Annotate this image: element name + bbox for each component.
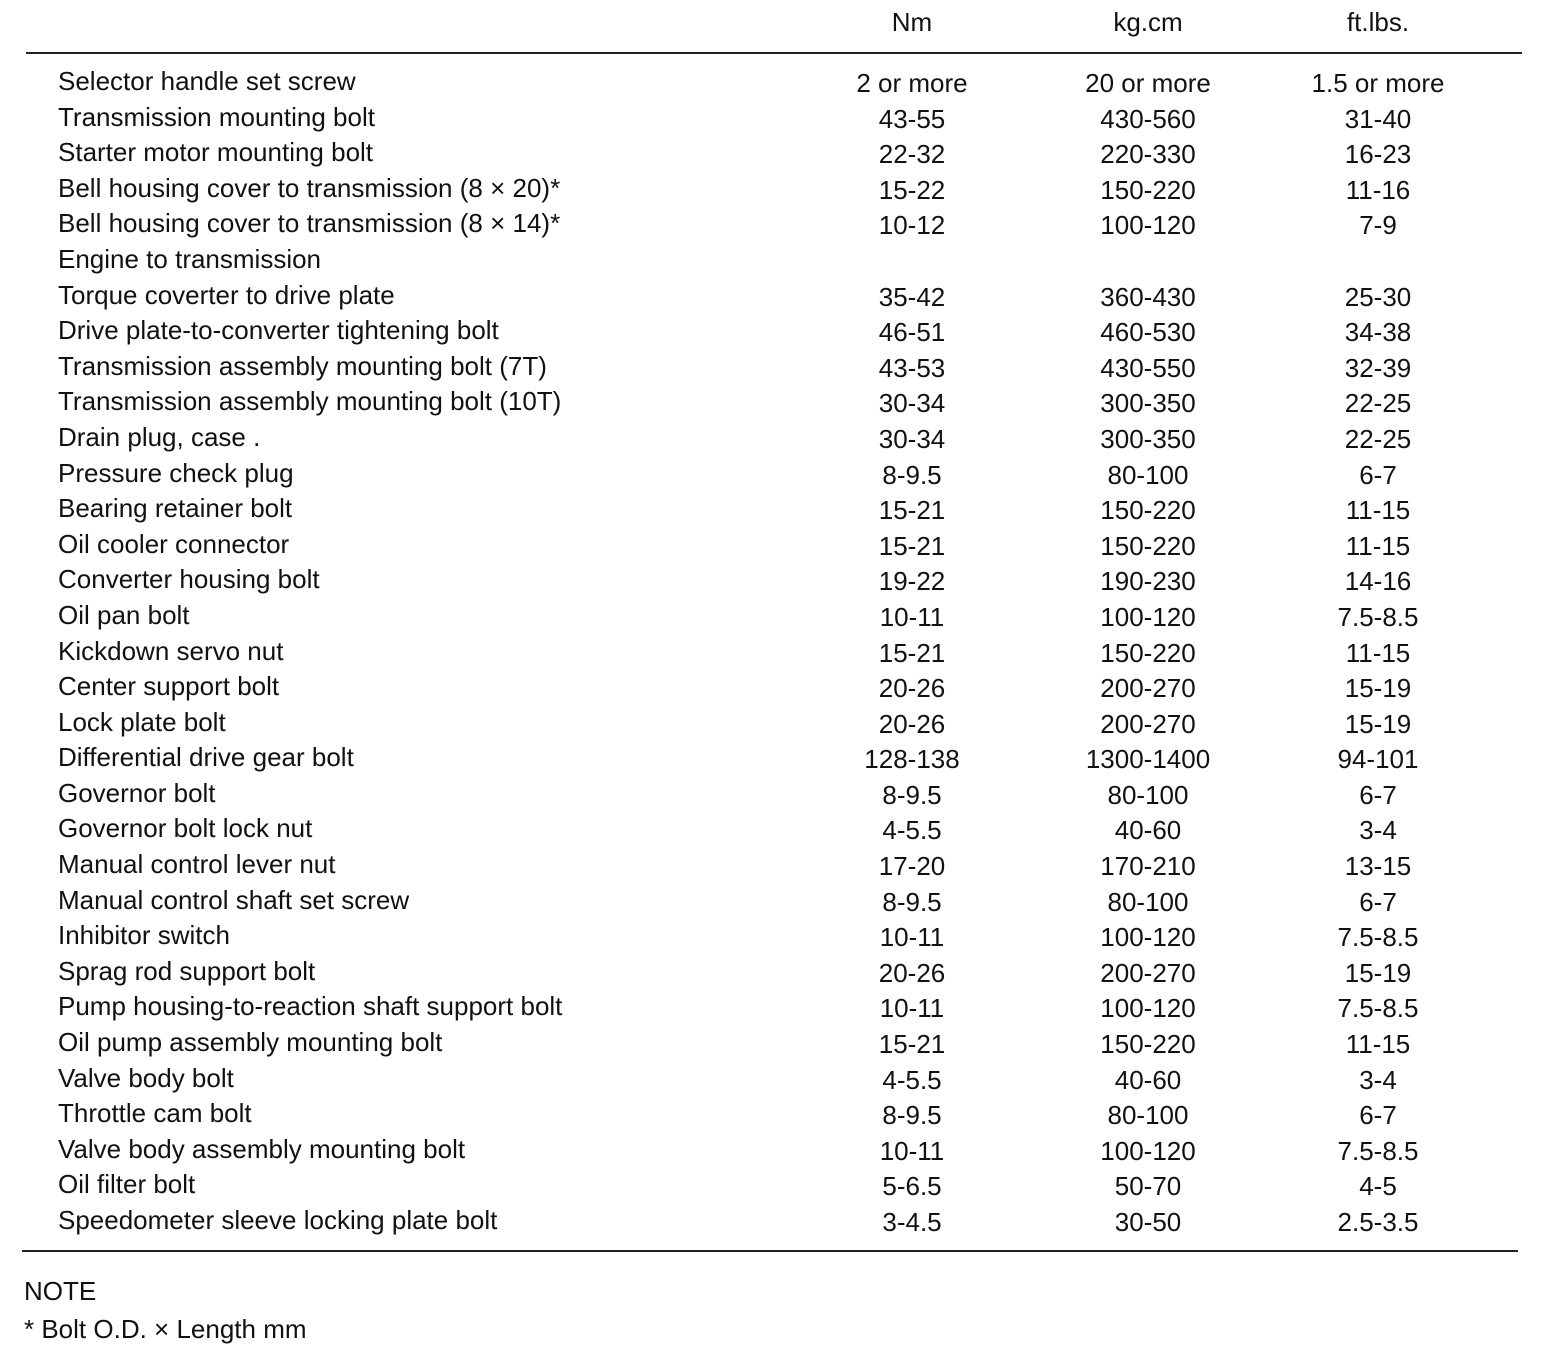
row-value-nm: 10-11	[879, 1135, 945, 1166]
row-value-kgcm: 40-60	[1114, 1064, 1182, 1095]
row-value-nm: 19-22	[878, 566, 946, 597]
table-row	[0, 100, 1568, 136]
row-item-label: Valve body assembly mounting bolt	[58, 1133, 466, 1164]
row-item-label: Governor bolt	[58, 777, 216, 808]
row-value-kgcm: 100-120	[1100, 601, 1196, 632]
row-value-nm: 17-20	[878, 851, 946, 882]
row-value-kgcm: 80-100	[1107, 779, 1189, 810]
row-value-ftlbs: 11-16	[1345, 174, 1411, 205]
footnote	[24, 1272, 307, 1348]
row-item-label: Valve body bolt	[58, 1062, 234, 1093]
row-item-label: Transmission assembly mounting bolt (7T)	[58, 350, 547, 381]
row-item-label: Bell housing cover to transmission (8 × 20)*	[58, 172, 561, 203]
row-value-kgcm: 200-270	[1100, 708, 1196, 739]
row-value-ftlbs: 16-23	[1344, 139, 1412, 170]
row-value-kgcm: 150-220	[1100, 637, 1196, 668]
row-value-kgcm: 190-230	[1100, 566, 1196, 597]
row-value-ftlbs: 11-15	[1345, 1029, 1411, 1060]
row-item-label: Pump housing-to-reaction shaft support bolt	[58, 991, 563, 1022]
row-item-label: Converter housing bolt	[58, 564, 320, 595]
row-item-label: Engine to transmission	[58, 243, 322, 274]
row-value-nm: 8-9.5	[882, 1100, 942, 1131]
row-item-label: Oil pan bolt	[58, 599, 190, 630]
row-value-ftlbs: 25-30	[1344, 281, 1412, 312]
table-row	[0, 954, 1568, 990]
table-row	[0, 491, 1568, 527]
table-row	[0, 1096, 1568, 1132]
row-item-label: Pressure check plug	[58, 457, 294, 488]
row-value-nm: 2 or more	[856, 68, 968, 98]
row-value-ftlbs: 32-39	[1344, 352, 1412, 383]
row-value-ftlbs: 6-7	[1359, 1100, 1397, 1131]
row-value-nm: 8-9.5	[882, 459, 942, 490]
row-value-kgcm: 300-350	[1100, 388, 1196, 419]
row-value-kgcm: 200-270	[1100, 673, 1196, 704]
row-value-ftlbs: 14-16	[1344, 566, 1412, 597]
row-value-ftlbs: 15-19	[1344, 708, 1412, 739]
row-value-kgcm: 430-550	[1100, 352, 1196, 383]
row-item-label: Oil cooler connector	[58, 528, 290, 559]
row-value-nm: 10-11	[879, 922, 945, 953]
row-value-ftlbs: 15-19	[1344, 957, 1412, 988]
row-value-kgcm: 220-330	[1100, 139, 1196, 170]
row-value-kgcm: 30-50	[1114, 1207, 1182, 1237]
row-value-ftlbs: 22-25	[1344, 423, 1412, 454]
row-value-nm: 15-21	[878, 530, 946, 561]
row-value-nm: 10-11	[879, 993, 945, 1024]
row-value-kgcm: 460-530	[1100, 317, 1196, 348]
table-row	[0, 634, 1568, 670]
table-row	[0, 1167, 1568, 1203]
row-value-ftlbs: 4-5	[1359, 1171, 1397, 1202]
row-value-nm: 3-4.5	[882, 1207, 942, 1237]
row-value-kgcm: 50-70	[1114, 1171, 1182, 1202]
row-item-label: Manual control shaft set screw	[58, 884, 410, 915]
row-item-label: Throttle cam bolt	[58, 1098, 252, 1129]
table-row	[0, 135, 1568, 171]
row-value-kgcm: 80-100	[1107, 459, 1189, 490]
torque-table-body	[0, 64, 1568, 1239]
table-row	[0, 776, 1568, 812]
row-value-kgcm: 200-270	[1100, 957, 1196, 988]
table-row	[0, 420, 1568, 456]
row-value-nm: 30-34	[878, 388, 946, 419]
row-item-label: Drain plug, case .	[58, 421, 261, 452]
row-value-nm: 15-22	[878, 174, 946, 205]
row-value-nm: 128-138	[864, 744, 960, 775]
row-value-nm: 20-26	[878, 673, 946, 704]
table-row	[0, 1061, 1568, 1097]
table-row	[0, 242, 1568, 278]
row-value-kgcm: 150-220	[1100, 1029, 1196, 1060]
row-value-ftlbs: 1.5 or more	[1311, 68, 1445, 98]
row-item-label: Bearing retainer bolt	[58, 493, 293, 524]
row-value-nm: 15-21	[878, 1029, 946, 1060]
row-value-nm: 15-21	[878, 637, 946, 668]
row-value-kgcm: 100-120	[1100, 993, 1196, 1024]
row-value-kgcm: 150-220	[1100, 174, 1196, 205]
row-value-ftlbs: 13-15	[1344, 851, 1412, 882]
row-value-nm: 10-12	[878, 210, 946, 241]
table-row	[0, 313, 1568, 349]
table-row	[0, 883, 1568, 919]
row-item-label: Kickdown servo nut	[58, 635, 284, 666]
table-row	[0, 527, 1568, 563]
row-value-kgcm: 150-220	[1100, 495, 1196, 526]
row-value-nm: 4-5.5	[882, 815, 942, 846]
row-value-nm: 30-34	[878, 423, 946, 454]
row-value-nm: 20-26	[878, 957, 946, 988]
row-item-label: Starter motor mounting bolt	[58, 137, 374, 168]
row-value-ftlbs: 6-7	[1359, 886, 1397, 917]
table-row	[0, 598, 1568, 634]
row-value-ftlbs: 7.5-8.5	[1337, 1135, 1419, 1166]
row-item-label: Transmission assembly mounting bolt (10T)	[58, 386, 562, 417]
row-value-kgcm: 100-120	[1100, 922, 1196, 953]
row-value-kgcm: 300-350	[1100, 423, 1196, 454]
row-value-ftlbs: 34-38	[1344, 317, 1412, 348]
row-item-label: Differential drive gear bolt	[58, 742, 354, 773]
table-top-rule	[26, 52, 1522, 54]
row-value-ftlbs: 6-7	[1359, 459, 1397, 490]
row-value-ftlbs: 7-9	[1359, 210, 1397, 241]
row-value-ftlbs: 11-15	[1345, 530, 1411, 561]
row-value-nm: 22-32	[878, 139, 946, 170]
row-item-label: Bell housing cover to transmission (8 × 14)*	[58, 208, 561, 239]
row-value-kgcm: 20 or more	[1085, 68, 1211, 98]
table-row	[0, 384, 1568, 420]
row-value-kgcm: 430-560	[1100, 103, 1196, 134]
row-value-kgcm: 1300-1400	[1085, 744, 1211, 775]
row-item-label: Transmission mounting bolt	[58, 101, 375, 132]
table-row	[0, 740, 1568, 776]
row-value-ftlbs: 11-15	[1345, 637, 1411, 668]
row-item-label: Inhibitor switch	[58, 920, 230, 951]
table-row	[0, 349, 1568, 385]
row-value-ftlbs: 31-40	[1344, 103, 1412, 134]
footnote-text: * Bolt O.D. × Length mm	[24, 1314, 307, 1344]
row-value-ftlbs: 7.5-8.5	[1337, 601, 1419, 632]
row-value-nm: 8-9.5	[882, 886, 942, 917]
table-row	[0, 206, 1568, 242]
row-value-ftlbs: 15-19	[1344, 673, 1412, 704]
row-value-nm: 15-21	[878, 495, 946, 526]
row-item-label: Oil pump assembly mounting bolt	[58, 1027, 443, 1058]
table-row	[0, 811, 1568, 847]
column-header-nm: Nm	[891, 7, 933, 37]
row-value-kgcm: 80-100	[1107, 886, 1189, 917]
row-value-kgcm: 100-120	[1100, 210, 1196, 241]
row-item-label: Manual control lever nut	[58, 849, 336, 880]
row-item-label: Governor bolt lock nut	[58, 813, 313, 844]
row-item-label: Sprag rod support bolt	[58, 955, 316, 986]
row-value-kgcm: 100-120	[1100, 1135, 1196, 1166]
table-row	[0, 456, 1568, 492]
row-value-ftlbs: 7.5-8.5	[1337, 993, 1419, 1024]
row-item-label: Speedometer sleeve locking plate bolt	[58, 1205, 498, 1235]
column-header-ftlbs: ft.lbs.	[1346, 7, 1410, 37]
row-value-ftlbs: 11-15	[1345, 495, 1411, 526]
row-item-label: Center support bolt	[58, 671, 280, 702]
row-value-kgcm: 360-430	[1100, 281, 1196, 312]
row-value-nm: 8-9.5	[882, 779, 942, 810]
row-item-label: Torque coverter to drive plate	[58, 279, 395, 310]
row-item-label: Drive plate-to-converter tightening bolt	[58, 315, 499, 346]
column-header-kgcm: kg.cm	[1113, 7, 1183, 37]
table-row	[0, 64, 1568, 100]
row-value-nm: 10-11	[879, 601, 945, 632]
table-row	[0, 562, 1568, 598]
row-value-ftlbs: 3-4	[1359, 815, 1397, 846]
footnote-title: NOTE	[24, 1276, 97, 1306]
row-value-nm: 20-26	[878, 708, 946, 739]
row-value-nm: 43-55	[878, 103, 946, 134]
row-value-ftlbs: 2.5-3.5	[1337, 1207, 1419, 1237]
row-value-ftlbs: 3-4	[1359, 1064, 1397, 1095]
table-row	[0, 989, 1568, 1025]
row-value-kgcm: 80-100	[1107, 1100, 1189, 1131]
row-value-kgcm: 40-60	[1114, 815, 1182, 846]
table-row	[0, 847, 1568, 883]
row-item-label: Selector handle set screw	[58, 66, 356, 96]
row-value-nm: 35-42	[878, 281, 946, 312]
table-row	[0, 1132, 1568, 1168]
row-item-label: Oil filter bolt	[58, 1169, 196, 1200]
row-value-nm: 43-53	[878, 352, 946, 383]
table-row	[0, 1025, 1568, 1061]
row-value-ftlbs: 7.5-8.5	[1337, 922, 1419, 953]
table-row	[0, 918, 1568, 954]
table-row	[0, 1203, 1568, 1239]
row-value-kgcm: 150-220	[1100, 530, 1196, 561]
table-row	[0, 171, 1568, 207]
row-value-nm: 4-5.5	[882, 1064, 942, 1095]
table-row	[0, 278, 1568, 314]
row-value-kgcm: 170-210	[1100, 851, 1196, 882]
row-value-nm: 5-6.5	[882, 1171, 942, 1202]
table-row	[0, 705, 1568, 741]
column-header-row	[0, 4, 1568, 40]
row-value-ftlbs: 94-101	[1337, 744, 1419, 775]
row-item-label: Lock plate bolt	[58, 706, 226, 737]
row-value-ftlbs: 22-25	[1344, 388, 1412, 419]
row-value-ftlbs: 6-7	[1359, 779, 1397, 810]
table-row	[0, 669, 1568, 705]
table-bottom-rule	[22, 1250, 1518, 1252]
row-value-nm: 46-51	[878, 317, 946, 348]
